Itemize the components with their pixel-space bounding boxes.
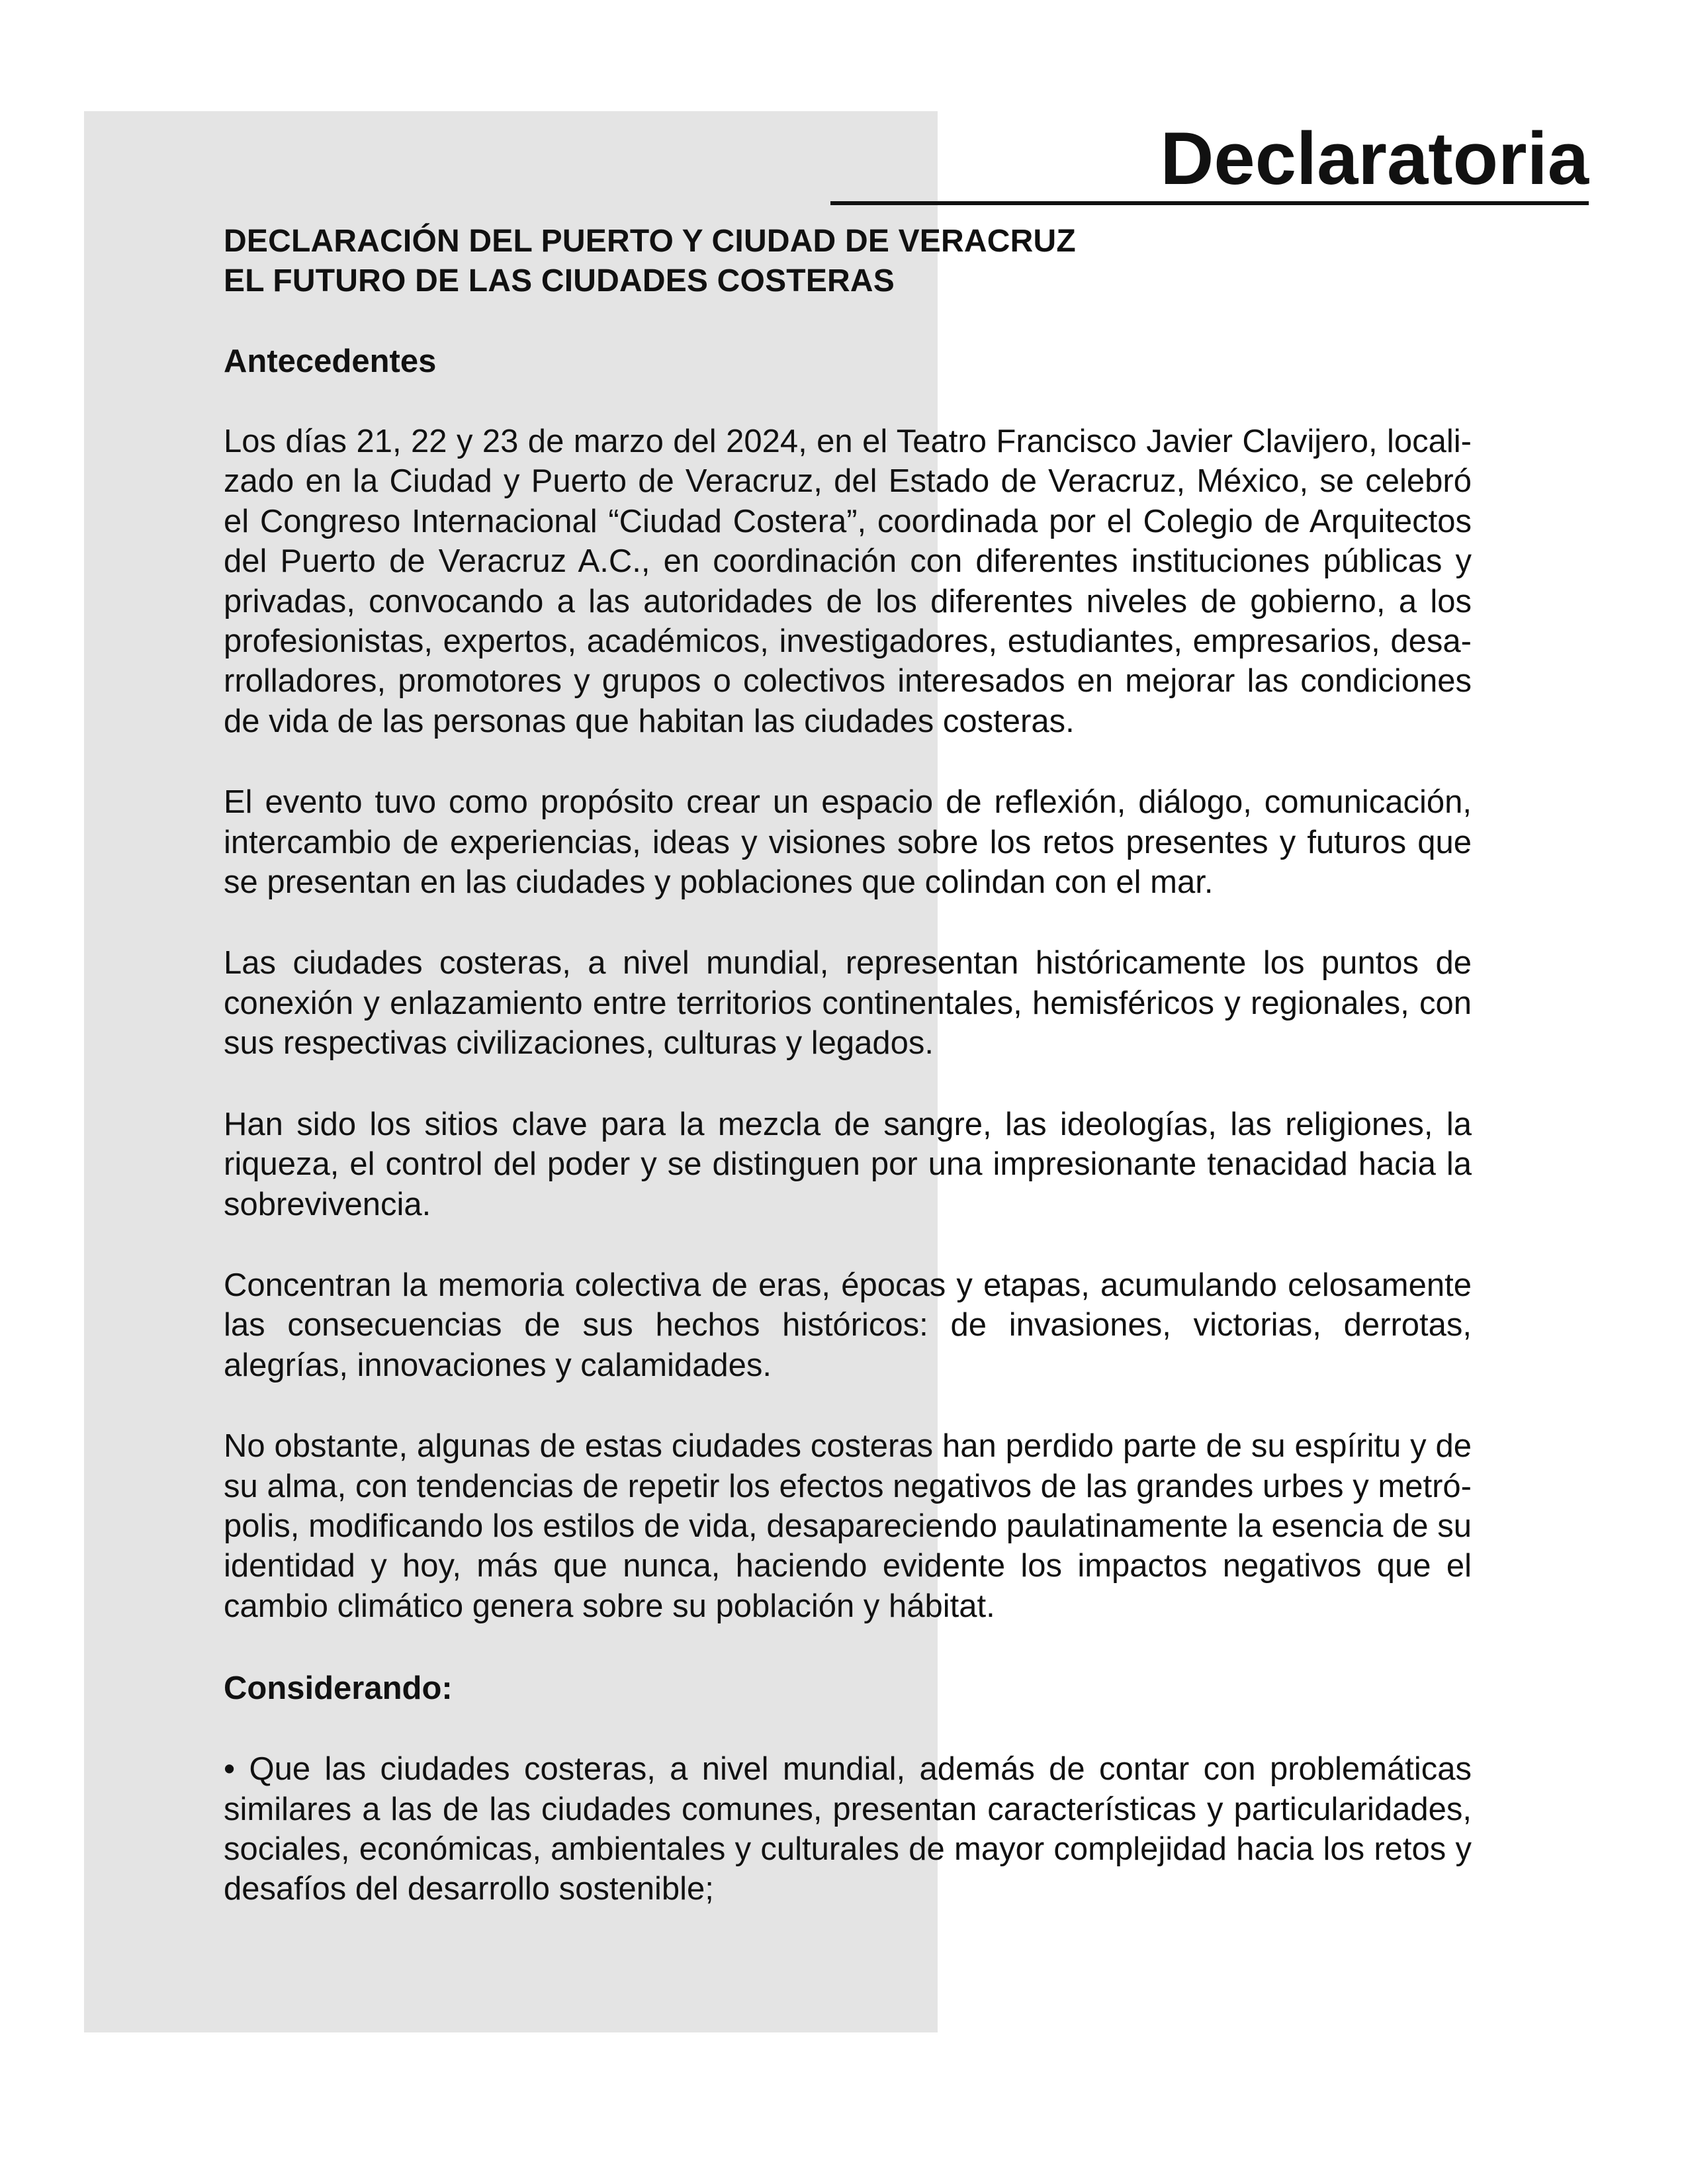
document-title	[224, 222, 1472, 301]
paragraph-memoria-colectiva: Concentran la memoria colectiva de eras, épocas y etapas, acumulando celosamente las consecuencias de sus hechos históricos: de invasiones, victorias, derrotas, alegrías, innovaciones y calamidades.	[224, 1267, 1472, 1383]
paragraph-no-obstante: No obstante, algunas de estas ciudades costeras han perdido parte de su espíritu y de su alma, con tendencias de repetir los efectos negativos de las grandes urbes y metrópolis, modificando los estilos de vida, desapareciendo paulatinamente la esencia de su identidad y hoy, más que nunca, haciendo evidente los impactos negativos que el cambio climático genera sobre su población y hábitat.	[224, 1428, 1472, 1624]
document-title-line-1: DECLARACIÓN DEL PUERTO Y CIUDAD DE VERACRUZ	[224, 224, 1076, 259]
page-header-title: Declaratoria	[1160, 117, 1589, 200]
considerando-bullet-item: • Que las ciudades costeras, a nivel mundial, además de contar con problemáticas similares a las de las ciudades comunes, presentan características y particularidades, sociales, económicas, ambientales y culturales de mayor complejidad hacia los retos y desafíos del desarrollo sostenible;	[224, 1751, 1472, 1907]
declaration-body	[224, 222, 1472, 1909]
paragraph-congreso: Los días 21, 22 y 23 de marzo del 2024, en el Teatro Francisco Javier Clavijero, localizado en la Ciudad y Puerto de Veracruz, del Estado de Veracruz, México, se celebró el Congreso Internacional “Ciudad Costera”, coordinada por el Colegio de Arquitectos del Puerto de Veracruz A.C., en coordinación con diferentes instituciones públicas y privadas, convocando a las autoridades de los diferentes niveles de gobierno, a los profesionistas, expertos, académicos, investigadores, estudiantes, empresarios, desarrolladores, promotores y grupos o colectivos interesados en mejorar las condiciones de vida de las personas que habitan las ciudades costeras.	[224, 424, 1472, 739]
considerando-heading: Considerando:	[224, 1670, 453, 1707]
document-title-line-2: EL FUTURO DE LAS CIUDADES COSTERAS	[224, 263, 895, 298]
paragraph-sitios-clave: Han sido los sitios clave para la mezcla de sangre, las ideologías, las religiones, la riqueza, el control del poder y se distinguen por una impresionante tenacidad hacia la sobrevivencia.	[224, 1106, 1472, 1222]
paragraph-ciudades-costeras: Las ciudades costeras, a nivel mundial, representan históricamente los puntos de conexión y enlazamiento entre territorios continentales, hemisféricos y regionales, con sus respectivas civilizaciones, culturas y legados.	[224, 945, 1472, 1062]
paragraph-proposito: El evento tuvo como propósito crear un espacio de reflexión, diálogo, comunicación, intercambio de experiencias, ideas y visiones sobre los retos presentes y futuros que se presentan en las ciudades y poblaciones que colindan con el mar.	[224, 784, 1472, 901]
antecedentes-heading: Antecedentes	[224, 343, 437, 379]
header-underline-rule	[830, 201, 1589, 205]
